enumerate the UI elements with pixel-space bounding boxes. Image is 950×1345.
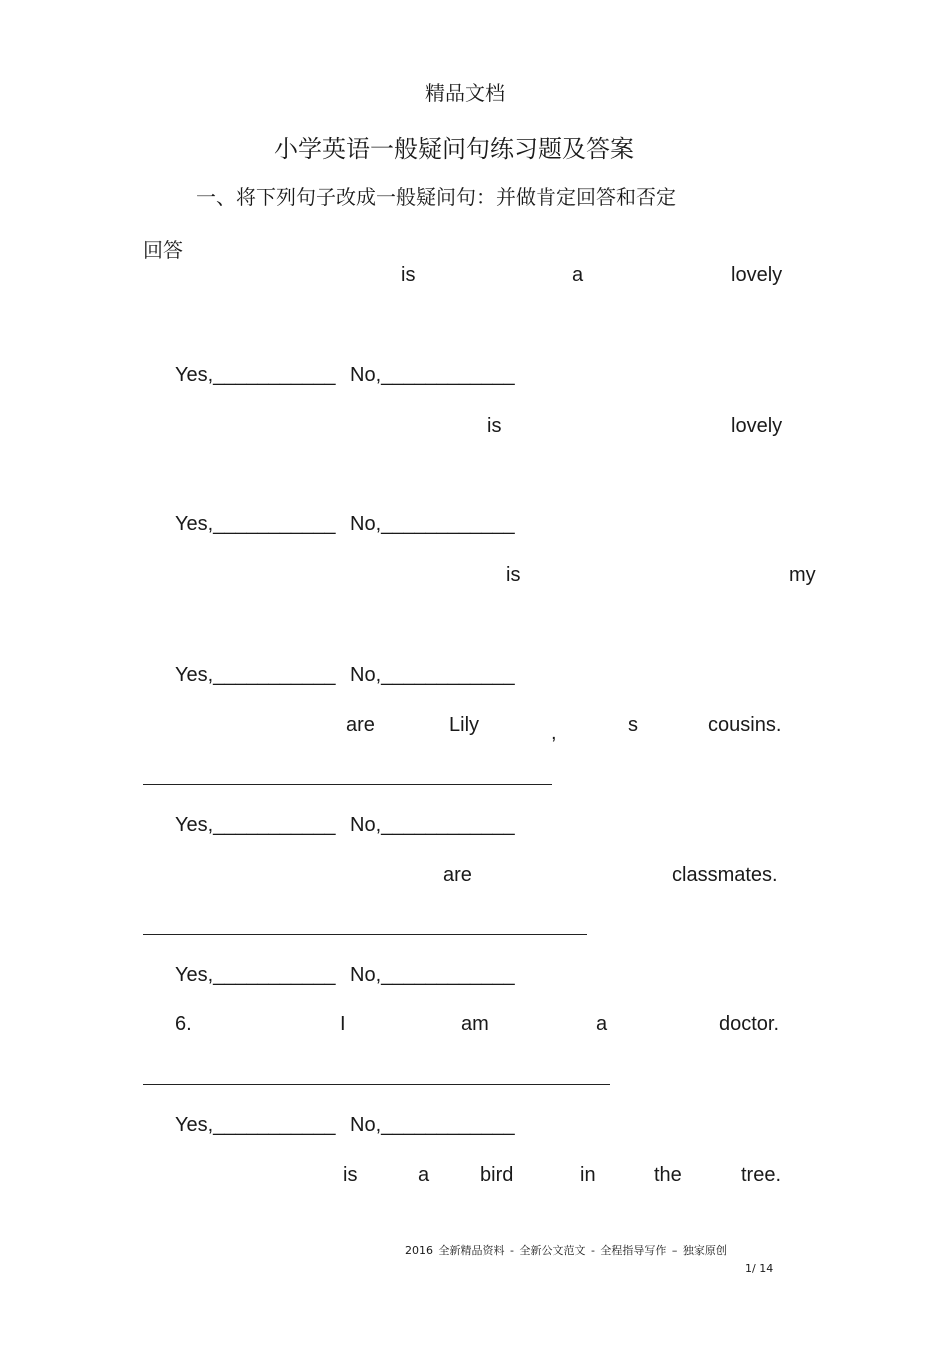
sentence-word: is	[343, 1164, 358, 1186]
sentence-word: cousins.	[708, 714, 782, 736]
sentence-word: ,	[551, 722, 557, 744]
sentence-word: is	[506, 564, 521, 586]
sentence-word: in	[580, 1164, 596, 1186]
sentence-word: a	[596, 1013, 608, 1035]
section-instruction-continued: 回答	[143, 238, 183, 262]
yes-answer-blank: Yes,___________	[175, 664, 336, 686]
no-answer-blank: No,____________	[350, 513, 515, 535]
sentence-word: I	[340, 1013, 346, 1035]
item-number: 6.	[175, 1013, 192, 1035]
sentence-word: Lily	[449, 714, 480, 736]
yes-answer-blank: Yes,___________	[175, 513, 336, 535]
sentence-word: s	[628, 714, 638, 736]
yes-answer-blank: Yes,___________	[175, 964, 336, 986]
sentence-word: lovely	[731, 264, 783, 286]
sentence-word: doctor.	[719, 1013, 780, 1035]
sentence-word: are	[346, 714, 375, 736]
page-number: 1/ 14	[745, 1262, 774, 1275]
sentence-word: bird	[480, 1164, 514, 1186]
answer-line	[143, 784, 552, 785]
sentence-word: my	[789, 564, 816, 586]
sentence-word: the	[654, 1164, 682, 1186]
sentence-word: is	[487, 415, 502, 437]
no-answer-blank: No,____________	[350, 664, 515, 686]
answer-line	[143, 934, 587, 935]
sentence-word: classmates.	[672, 864, 778, 886]
sentence-word: tree.	[741, 1164, 782, 1186]
no-answer-blank: No,____________	[350, 814, 515, 836]
sentence-word: a	[418, 1164, 430, 1186]
page-header: 精品文档	[425, 81, 505, 105]
yes-answer-blank: Yes,___________	[175, 1114, 336, 1136]
no-answer-blank: No,____________	[350, 364, 515, 386]
page-footer: 2016 全新精品资料 - 全新公文范文 - 全程指导写作 – 独家原创	[405, 1244, 727, 1257]
sentence-word: are	[443, 864, 472, 886]
yes-answer-blank: Yes,___________	[175, 814, 336, 836]
sentence-word: a	[572, 264, 584, 286]
section-instruction: 一、将下列句子改成一般疑问句：并做肯定回答和否定	[196, 185, 676, 209]
sentence-word: lovely	[731, 415, 783, 437]
yes-answer-blank: Yes,___________	[175, 364, 336, 386]
document-title: 小学英语一般疑问句练习题及答案	[274, 135, 634, 163]
answer-line	[143, 1084, 610, 1085]
no-answer-blank: No,____________	[350, 964, 515, 986]
no-answer-blank: No,____________	[350, 1114, 515, 1136]
sentence-word: am	[461, 1013, 489, 1035]
sentence-word: is	[401, 264, 416, 286]
